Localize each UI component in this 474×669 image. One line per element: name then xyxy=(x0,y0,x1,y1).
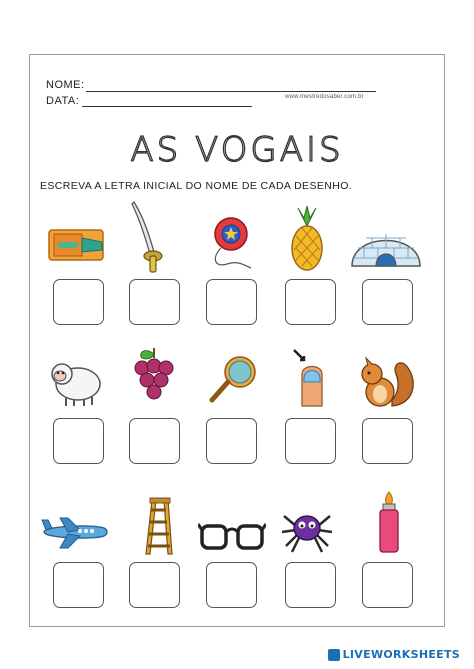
name-label: NOME: xyxy=(46,79,85,91)
date-field[interactable] xyxy=(82,106,252,107)
answer-box-glasses[interactable] xyxy=(206,562,257,608)
igloo-icon xyxy=(348,214,424,272)
sword-icon xyxy=(128,198,172,276)
pineapple-icon xyxy=(286,204,328,274)
liveworksheets-logo-icon xyxy=(328,649,340,661)
answer-box-fingernail[interactable] xyxy=(285,418,336,464)
page-title: AS VOGAIS xyxy=(130,130,344,170)
answer-box-yoyo[interactable] xyxy=(206,279,257,325)
answer-box-pineapple[interactable] xyxy=(285,279,336,325)
answer-box-squirrel[interactable] xyxy=(362,418,413,464)
grapes-icon xyxy=(132,344,176,408)
answer-box-grapes[interactable] xyxy=(129,418,180,464)
website-text: www.mestredosaber.com.br xyxy=(285,94,364,100)
answer-box-mirror[interactable] xyxy=(206,418,257,464)
date-label: DATA: xyxy=(46,95,80,107)
instruction-text: ESCREVA A LETRA INICIAL DO NOME DE CADA DESENHO. xyxy=(40,180,353,192)
ladder-icon xyxy=(138,496,180,556)
answer-box-sheep[interactable] xyxy=(53,418,104,464)
sheep-icon xyxy=(48,352,106,408)
squirrel-icon xyxy=(352,354,418,410)
sharpener-icon xyxy=(46,220,108,270)
footer-brand-text: LIVEWORKSHEETS xyxy=(342,648,460,661)
answer-box-sword[interactable] xyxy=(129,279,180,325)
answer-box-airplane[interactable] xyxy=(53,562,104,608)
answer-box-spider[interactable] xyxy=(285,562,336,608)
lighter-icon xyxy=(374,490,404,554)
answer-box-sharpener[interactable] xyxy=(53,279,104,325)
answer-box-ladder[interactable] xyxy=(129,562,180,608)
answer-box-lighter[interactable] xyxy=(362,562,413,608)
mirror-icon xyxy=(206,354,262,406)
airplane-icon xyxy=(38,512,110,552)
fingernail-icon xyxy=(290,346,330,408)
spider-icon xyxy=(282,502,332,554)
yoyo-icon xyxy=(205,214,257,272)
glasses-icon xyxy=(198,516,266,554)
name-field[interactable] xyxy=(86,91,376,92)
answer-box-igloo[interactable] xyxy=(362,279,413,325)
footer-brand xyxy=(328,648,460,661)
